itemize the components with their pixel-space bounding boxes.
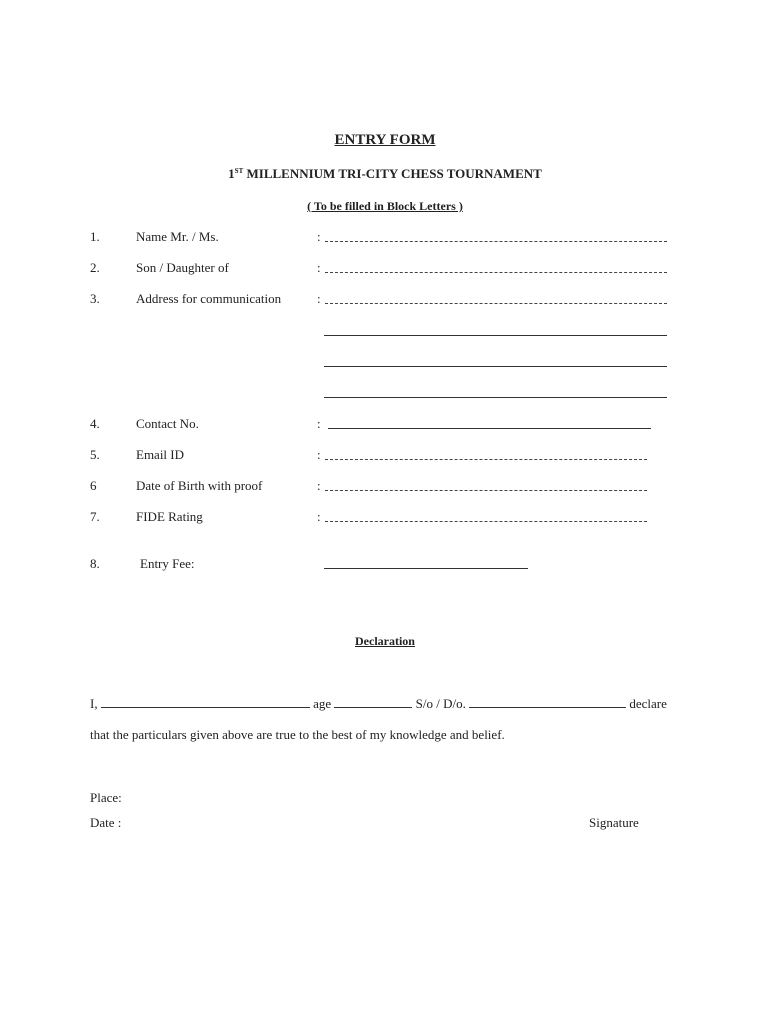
- address-label: Address for communication: [136, 291, 282, 306]
- address-field-line-3[interactable]: [324, 366, 667, 367]
- field-colon: :: [317, 447, 321, 462]
- declaration-line: [90, 696, 667, 712]
- field-colon: :: [317, 509, 321, 524]
- field-number: 1.: [90, 229, 100, 244]
- field-number: 3.: [90, 291, 100, 306]
- parent-label: Son / Daughter of: [136, 260, 229, 275]
- block-letters-note: ( To be filled in Block Letters ): [307, 199, 463, 213]
- entry-fee-label: Entry Fee:: [140, 556, 195, 571]
- form-title: ENTRY FORM: [334, 132, 436, 148]
- dob-field[interactable]: [325, 490, 647, 491]
- entry-fee-field[interactable]: [324, 568, 528, 569]
- declarant-name-field[interactable]: [101, 696, 310, 708]
- fide-rating-field[interactable]: [325, 521, 647, 522]
- declarant-age-field[interactable]: [334, 696, 412, 708]
- field-colon: :: [317, 291, 321, 306]
- date-label: Date :: [90, 815, 122, 830]
- email-label: Email ID: [136, 447, 185, 462]
- signature-label: Signature: [589, 815, 639, 830]
- parent-field[interactable]: [325, 272, 667, 273]
- field-number: 8.: [90, 556, 100, 571]
- address-field-line-1[interactable]: [325, 303, 667, 304]
- declaration-so-label: S/o / D/o.: [415, 696, 466, 711]
- declaration-title: Declaration: [355, 634, 415, 648]
- field-colon: :: [317, 478, 321, 493]
- contact-label: Contact No.: [136, 416, 199, 431]
- address-field-line-2[interactable]: [324, 335, 667, 336]
- field-colon: :: [317, 416, 321, 431]
- field-colon: :: [317, 229, 321, 244]
- declaration-i-label: I,: [90, 696, 98, 711]
- field-number: 2.: [90, 260, 100, 275]
- declaration-age-label: age: [313, 696, 332, 711]
- address-field-line-4[interactable]: [324, 397, 667, 398]
- contact-field[interactable]: [328, 428, 651, 429]
- field-number: 4.: [90, 416, 100, 431]
- field-number: 7.: [90, 509, 100, 524]
- field-colon: :: [317, 260, 321, 275]
- place-label: Place:: [90, 790, 122, 805]
- name-field[interactable]: [325, 241, 667, 242]
- declaration-statement: that the particulars given above are true to the best of my knowledge and belief.: [90, 727, 505, 742]
- tournament-title: 1ST MILLENNIUM TRI-CITY CHESS TOURNAMENT: [228, 166, 542, 181]
- fide-rating-label: FIDE Rating: [136, 509, 203, 524]
- dob-label: Date of Birth with proof: [136, 478, 263, 493]
- declaration-declare-label: declare: [629, 696, 667, 711]
- field-number: 6: [90, 478, 97, 493]
- name-label: Name Mr. / Ms.: [136, 229, 219, 244]
- email-field[interactable]: [325, 459, 647, 460]
- field-number: 5.: [90, 447, 100, 462]
- declarant-parent-field[interactable]: [469, 696, 626, 708]
